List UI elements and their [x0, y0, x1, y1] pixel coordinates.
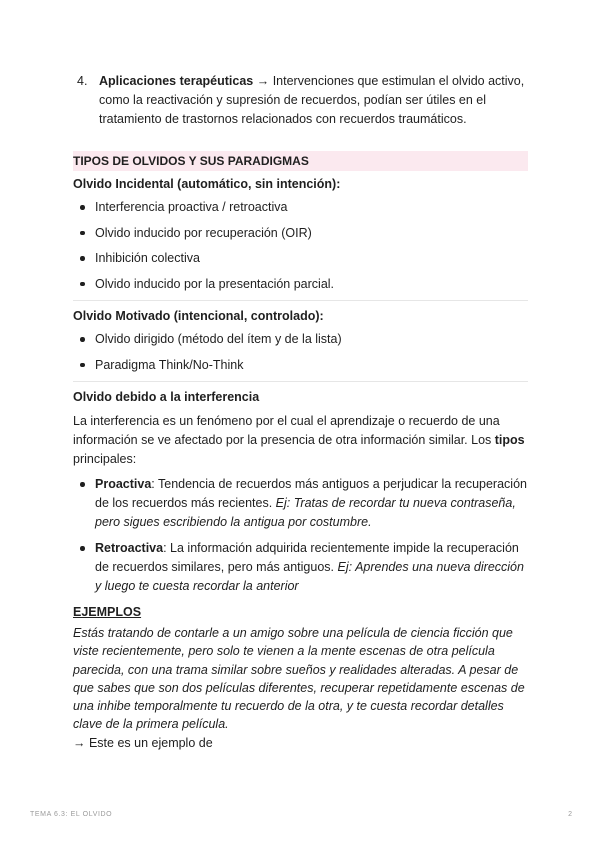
page-content	[73, 72, 528, 752]
proactiva-example: Ej: Tratas de recordar tu nueva contraseña, pero sigues escribiendo la antigua por costumbre.	[95, 496, 516, 529]
retroactiva-text: : La información adquirida recientemente impide la recuperación de recuerdos similares, pero más antiguos.	[95, 541, 519, 574]
page-number: 2	[568, 811, 572, 818]
list-item: Olvido inducido por la presentación parcial.	[73, 275, 528, 293]
ejemplos-text: Estás tratando de contarle a un amigo sobre una película de ciencia ficción que viste recientemente, pero solo te vienen a la mente escenas de otra película parecida, con una trama similar sobre sueños y realidades alteradas. A pesar de que sabes que son dos películas diferentes, recuperar repetidamente escenas de una inhibe temporalmente tu recuerdo de la otra, y te cuesta recordar detalles clave de la primera película.	[73, 626, 525, 732]
divider	[73, 381, 528, 382]
incidental-heading: Olvido Incidental (automático, sin intención):	[73, 177, 341, 191]
item-text	[99, 72, 528, 129]
interferencia-paragraph	[73, 412, 528, 469]
item-body: Intervenciones que estimulan el olvido activo, como la reactivación y supresión de recuerdos, podían ser útiles en el tratamiento de trastornos relacionados con recuerdos traumáticos.	[99, 74, 525, 126]
para-text: La interferencia es un fenómeno por el cual el aprendizaje o recuerdo de una información se ve afectado por la presencia de otra información similar. Los	[73, 414, 500, 447]
incidental-list	[73, 198, 528, 293]
motivado-list	[73, 330, 528, 374]
list-item: Inhibición colectiva	[73, 249, 528, 267]
para-bold: tipos	[494, 433, 525, 447]
interferencia-heading: Olvido debido a la interferencia	[73, 390, 260, 404]
retroactiva-label: Retroactiva	[95, 541, 164, 555]
item-bold: Aplicaciones terapéuticas	[99, 74, 254, 88]
interferencia-types-list	[73, 475, 528, 596]
motivado-heading: Olvido Motivado (intencional, controlado):	[73, 309, 324, 323]
divider	[73, 300, 528, 301]
numbered-item	[73, 72, 528, 129]
list-item-proactiva	[73, 475, 528, 532]
section-title: TIPOS DE OLVIDOS Y SUS PARADIGMAS	[73, 151, 528, 171]
list-item: Olvido dirigido (método del ítem y de la lista)	[73, 330, 528, 348]
retroactiva-example: Ej: Aprendes una nueva dirección y luego te cuesta recordar la anterior	[95, 560, 524, 593]
list-item: Interferencia proactiva / retroactiva	[73, 198, 528, 216]
item-number: 4.	[77, 74, 88, 88]
arrow-icon: →	[253, 74, 273, 88]
list-item: Olvido inducido por recuperación (OIR)	[73, 224, 528, 242]
list-item-retroactiva	[73, 539, 528, 596]
para-text: principales:	[73, 452, 137, 466]
proactiva-label: Proactiva	[95, 477, 152, 491]
ejemplos-heading: EJEMPLOS	[73, 605, 142, 619]
list-item: Paradigma Think/No-Think	[73, 356, 528, 374]
ejemplos-arrow-line: → Este es un ejemplo de	[73, 735, 213, 750]
footer-title: TEMA 6.3: EL OLVIDO	[30, 811, 113, 818]
proactiva-text: : Tendencia de recuerdos más antiguos a perjudicar la recuperación de los recuerdos más recientes.	[95, 477, 527, 510]
